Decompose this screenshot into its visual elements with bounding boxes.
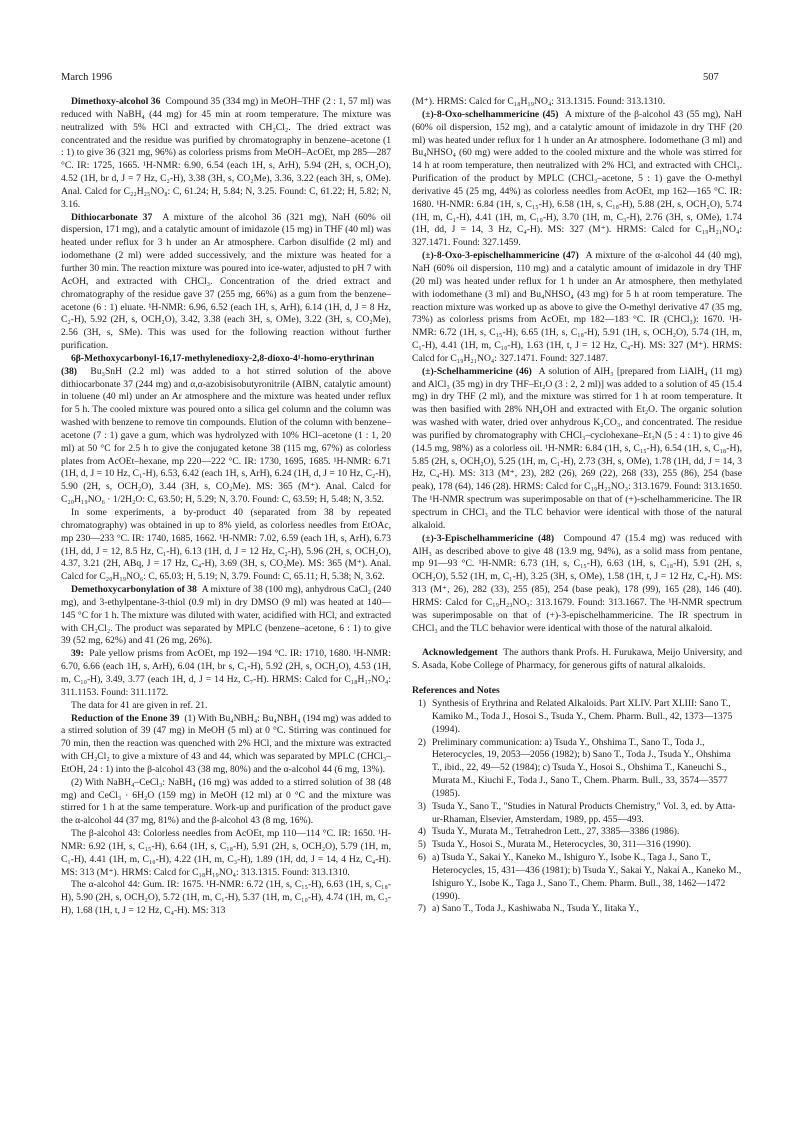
paragraph xyxy=(61,353,391,507)
reference-text: Tsuda Y., Sano T., "Studies in Natural Products Chemistry," Vol. 3, ed. by Atta-ur-Rhaman, Elsevier, Amsterdam, 1989, pp. 455—493. xyxy=(432,800,736,825)
paragraph-title: (±)-8-Oxo-3-epischelhammericine (47) xyxy=(422,250,579,262)
running-header-date: March 1996 xyxy=(61,72,113,83)
acknowledgement-text: The authors thank Profs. H. Furukawa, Meijo University, and S. Asada, Kobe College of Pharmacy, for generous gifts of natural alkaloids. xyxy=(412,647,742,672)
paragraph-text: (M⁺). HRMS: Calcd for C₁₈H₁₉NO₄: 313.1315. Found: 313.1310. xyxy=(412,96,666,107)
paragraph-text: A mixture of the α-alcohol 44 (40 mg), NaH (60% oil dispersion, 110 mg) and a catalytic amount of imidazole in dry THF (20 ml) was heated under reflux for 1 h under an Ar atmosphere, then methylated with iodomethane (3 ml) and Bu₄NHSO₄ (43 mg) for 5 h at room temperature. The reaction mixture was worked up as above to give the O-methyl derivative 47 (35 mg, 73%) as colorless prisms from AcOEt, mp 182—183 °C. IR (CHCl₃): 1670. ¹H-NMR: 6.72 (1H, s, C₁₅-H), 6.65 (1H, s, C₁₈-H), 5.91 (1H, s, OCH₂O), 5.74 (1H, m, C₁-H), 4.41 (1H, m, C₁₀-H), 1.63 (1H, t, J = 12 Hz, C₄-H). MS: 327 (M⁺). HRMS: Calcd for C₁₉H₂₁NO₄: 327.1471. Found: 327.1487. xyxy=(412,250,743,364)
paragraph-text: Pale yellow prisms from AcOEt, mp 192—194 °C. IR: 1710, 1680. ¹H-NMR: 6.70, 6.66 (each 1H, s, ArH), 6.04 (1H, br s, C₁-H), 5.92 (2H, s, OCH₂O), 4.53 (1H, m, C₁₀-H), 3.49, 3.77 (each 1H, d, J = 14 Hz, C₇-H). HRMS: Calcd for C₁₈H₁₇NO₄: 311.1153. Found: 311.1172. xyxy=(61,648,392,698)
paragraph xyxy=(61,700,391,713)
reference-number: 6) xyxy=(418,852,426,864)
reference-number: 3) xyxy=(418,800,426,812)
paragraph-text: A mixture of the alcohol 36 (321 mg), NaH (60% oil dispersion, 171 mg), and a catalytic amount of imidazole (15 mg) in THF (40 ml) was heated under reflux for 3 h under an Ar atmosphere. Carbon disulfide (2 ml) and iodomethane (2 ml) were added successively, and the mixture was heated for a further 30 min. The reaction mixture was poured into ice-water, adjusted to pH 7 with AcOH, and extracted with CHCl₃. Concentration of the dried extract and chromatography of the residue gave 37 (255 mg, 66%) as a gum from the benzene–acetone (6 : 1) eluate. ¹H-NMR: 6.96, 6.52 (each 1H, s, ArH), 6.14 (1H, d, J = 8 Hz, C₂-H), 5.92 (2H, s, OCH₂O), 3.42, 3.38 (each 3H, s, OMe), 3.22 (3H, s, CO₂Me), 2.56 (3H, s, SMe). This was used for the following reaction without further purification. xyxy=(61,211,392,352)
paragraph xyxy=(61,713,391,777)
paragraph xyxy=(412,109,742,250)
paragraph xyxy=(61,879,391,918)
paragraph xyxy=(412,250,742,366)
paragraph-title: 6β-Methoxycarbonyl-16,17-methylenedioxy-2,8-dioxo-4¹-homo-erythrinan (38) xyxy=(61,352,375,377)
paragraph-title: 39: xyxy=(71,648,84,660)
reference-text: Preliminary communication: a) Tsuda Y., Ohshima T., Sano T., Toda J., Heterocycles, 19, 2053—2056 (1982); b) Sano T., Toda J., Tsuda Y., Ohshima T., ibid., 22, 49—52 (1984); c) Tsuda Y., Hosoi S., Ohshima T., Kaneuchi S., Murata M., Kiuchi F., Toda J., Sano T., Chem. Pharm. Bull., 33, 3574—3577 (1985). xyxy=(432,736,731,799)
reference-number: 7) xyxy=(418,903,426,915)
paragraph-text: (1) With Bu₄NBH₄: Bu₄NBH₄ (194 mg) was added to a stirred solution of 39 (47 mg) in MeOH (5 ml) at 0 °C. Stirring was continued for 70 min, then the reaction was quenched with 2% HCl, and the mixture was extracted with CH₂Cl₂ to give a mixture of 43 and 44, which was separated by MPLC (CHCl₃–EtOH, 24 : 1) into the β-alcohol 43 (38 mg, 80%) and the α-alcohol 44 (6 mg, 13%). xyxy=(61,712,392,775)
paragraph xyxy=(61,584,391,648)
paragraph xyxy=(61,212,391,353)
reference-item xyxy=(412,698,742,737)
right-column xyxy=(412,96,742,916)
paragraph xyxy=(412,366,742,533)
paragraph-title: (±)-8-Oxo-schelhammericine (45) xyxy=(422,108,559,120)
paragraph-text: A mixture of 38 (100 mg), anhydrous CaCl₂ (240 mg), and 3-ethylpentane-3-thiol (0.9 ml) in dry DMSO (9 ml) was heated at 140—145 °C for 1 h. The mixture was diluted with water, acidified with HCl, and extracted with CH₂Cl₂. The product was separated by MPLC (benzene–acetone, 6 : 1) to give 39 (52 mg, 62%) and 41 (26 mg, 26%). xyxy=(61,584,392,647)
reference-text: Tsuda Y., Hosoi S., Murata M., Heterocycles, 30, 311—316 (1990). xyxy=(432,839,692,851)
reference-item xyxy=(412,801,742,827)
paragraph-text: A mixture of the β-alcohol 43 (55 mg), NaH (60% oil dispersion, 152 mg), and a catalytic amount of imidazole in dry THF (20 ml) was heated under reflux for 1 h under an Ar atmosphere. Iodomethane (3 ml) and Bu₄NHSO₄ (60 mg) were added to the cooled mixture and the whole was stirred for 14 h at room temperature, then neutralized with 2% HCl, and extracted with CHCl₃. Purification of the product by MPLC (CHCl₃–acetone, 5 : 1) gave the O-methyl derivative 45 (25 mg, 44%) as colorless needles from AcOEt, mp 162—165 °C. IR: 1680. ¹H-NMR: 6.84 (1H, s, C₁₅-H), 6.58 (1H, s, C₁₈-H), 5.88 (2H, s, OCH₂O), 5.74 (1H, m, C₁-H), 4.41 (1H, m, C₁₀-H), 3.70 (1H, m, C₃-H), 2.76 (3H, s, OMe), 1.74 (1H, dd, J = 14, 3 Hz, C₄-H). MS: 327 (M⁺). HRMS: Calcd for C₁₉H₂₁NO₄: 327.1471. Found: 327.1459. xyxy=(412,108,742,249)
paragraph xyxy=(412,533,742,636)
reference-text: a) Tsuda Y., Sakai Y., Kaneko M., Ishiguro Y., Isobe K., Taga J., Sano T., Heterocycles, 15, 431—436 (1981); b) Tsuda Y., Sakai Y., Nakai A., Kaneko M., Ishiguro Y., Isobe K., Taga J., Sano T., Chem. Pharm. Bull., 38, 1462—1472 (1990). xyxy=(432,852,742,902)
paragraph-text: A solution of AlH₃ [prepared from LiAlH₄ (11 mg) and AlCl₃ (35 mg) in dry THF–Et₂O (3 : 2, 2 ml)] was added to a solution of 45 (15.4 mg) in dry THF (2 ml), and the mixture was stirred for 1 h at room temperature. It was then basified with 28% NH₄OH and extracted with Et₂O. The organic solution was washed with water, dried over anhydrous K₂CO₃, and concentrated. The residue was purified by chromatography with CHCl₃–cyclohexane–Et₃N (5 : 4 : 1) to give 46 (14.5 mg, 98%) as a colorless oil. ¹H-NMR: 6.84 (1H, s, C₁₅-H), 6.54 (1H, s, C₁₈-H), 5.85 (2H, s, OCH₂O), 5.25 (1H, m, C₁-H), 2.73 (3H, s, OMe), 1.78 (1H, dd, J = 14, 3 Hz, C₄-H). MS: 313 (M⁺, 23), 282 (26), 269 (22), 268 (33), 255 (86), 254 (base peak), 178 (64), 146 (28). HRMS: Calcd for C₁₉H₂₃NO₃: 313.1679. Found: 313.1650. The ¹H-NMR spectrum was superimposable on that of (+)-schelhammericine. The IR spectrum in CHCl₃ and the TLC behavior were identical with those of the natural alkaloid. xyxy=(412,365,743,531)
paragraph-title: Dithiocarbonate 37 xyxy=(71,211,153,223)
paragraph xyxy=(61,777,391,828)
paragraph-text: (2) With NaBH₄–CeCl₃: NaBH₄ (16 mg) was added to a stirred solution of 38 (48 mg) and CeCl₃ · 6H₂O (159 mg) in MeOH (12 ml) at 0 °C and the mixture was stirred for 1 h at the same temperature. Work-up and purification of the product gave the α-alcohol 44 (37 mg, 81%) and the β-alcohol 43 (8 mg, 16%). xyxy=(61,776,391,827)
page-number: 507 xyxy=(703,72,719,83)
paragraph-text: The data for 41 are given in ref. 21. xyxy=(71,699,208,711)
left-column xyxy=(61,96,391,918)
reference-number: 4) xyxy=(418,826,426,838)
paragraph-text: Bu₃SnH (2.2 ml) was added to a hot stirred solution of the above dithiocarbonate 37 (244 mg) and α,α-azobisisobutyronitrile (AIBN, catalytic amount) in toluene (40 ml) under an Ar atmosphere and the mixture was heated under reflux for 5 h. The cooled mixture was poured onto a silica gel column and the column was washed with benzene to remove tin compounds. Elution of the column with benzene–acetone (7 : 1) gave a gum, which was hydrolyzed with 10% HCl–acetone (1 : 1, 20 ml) at 50 °C for 2.5 h to give the conjugated ketone 38 (115 mg, 67%) as colorless plates from AcOEt–hexane, mp 220—222 °C. IR: 1730, 1695, 1685. ¹H-NMR: 6.71 (1H, d, J = 10 Hz, C₁-H), 6.53, 6.42 (each 1H, s, ArH), 6.24 (1H, d, J = 10 Hz, C₂-H), 5.90 (2H, s, OCH₂O), 3.44 (3H, s, CO₂Me). MS: 365 (M⁺). Anal. Calcd for C₂₀H₁₉NO₆ · 1/2H₂O: C, 63.50; H, 5.29; N, 3.70. Found: C, 63.59; H, 5.48; N, 3.52. xyxy=(61,365,391,506)
reference-item xyxy=(412,826,742,839)
paragraph xyxy=(412,96,742,109)
reference-text: Tsuda Y., Murata M., Tetrahedron Lett., 27, 3385—3386 (1986). xyxy=(432,826,680,838)
paragraph-text: In some experiments, a by-product 40 (separated from 38 by repeated chromatography) was obtained in up to 8% yield, as colorless needles from EtOAc, mp 230—233 °C. IR: 1740, 1685, 1662. ¹H-NMR: 7.02, 6.59 (each 1H, s, ArH), 6.73 (1H, dd, J = 12, 8.5 Hz, C₁-H), 6.13 (1H, d, J = 12 Hz, C₂-H), 5.96 (2H, s, OCH₂O), 4.37, 3.21 (2H, ABq, J = 17 Hz, C₄-H), 3.69 (3H, s, CO₂Me). MS: 365 (M⁺). Anal. Calcd for C₂₀H₁₉NO₆: C, 65.03; H, 5.19; N, 3.79. Found: C, 65.11; H, 5.38; N, 3.62. xyxy=(61,507,391,583)
reference-item xyxy=(412,852,742,903)
right-paragraphs xyxy=(412,96,742,635)
reference-item xyxy=(412,839,742,852)
paragraph-text: The β-alcohol 43: Colorless needles from AcOEt, mp 110—114 °C. IR: 1650. ¹H-NMR: 6.92 (1H, s, C₁₅-H), 6.64 (1H, s, C₁₈-H), 5.91 (2H, s, OCH₂O), 5.79 (1H, m, C₁-H), 4.41 (1H, m, C₁₀-H), 4.22 (1H, m, C₃-H), 1.89 (1H, dd, J = 14, 4 Hz, C₄-H). MS: 313 (M⁺). HRMS: Calcd for C₁₈H₁₉NO₄: 313.1315. Found: 313.1310. xyxy=(61,828,391,878)
paragraph-title: (±)-3-Epischelhammericine (48) xyxy=(422,532,555,544)
acknowledgement-title: Acknowledgement xyxy=(422,647,498,659)
reference-number: 1) xyxy=(418,697,426,709)
paragraph-title: Reduction of the Enone 39 xyxy=(71,712,180,724)
paragraph-text: The α-alcohol 44: Gum. IR: 1675. ¹H-NMR: 6.72 (1H, s, C₁₅-H), 6.63 (1H, s, C₁₈-H), 5.90 (2H, s, OCH₂O), 5.72 (1H, m, C₁-H), 5.37 (1H, m, C₁₀-H), 4.74 (1H, m, C₃-H), 1.68 (1H, t, J = 12 Hz, C₄-H). MS: 313 xyxy=(61,879,391,917)
paragraph xyxy=(61,96,391,212)
paragraph-text: Compound 47 (15.4 mg) was reduced with AlH₃ as described above to give 48 (13.9 mg, 94%), as a solid mass from pentane, mp 91—93 °C. ¹H-NMR: 6.73 (1H, s, C₁₅-H), 6.63 (1H, s, C₁₈-H), 5.91 (2H, s, OCH₂O), 5.52 (1H, m, C₁-H), 3.25 (3H, s, OMe), 1.58 (1H, t, J = 12 Hz, C₄-H). MS: 313 (M⁺, 26), 282 (33), 255 (85), 254 (base peak), 178 (99), 165 (28), 146 (40). HRMS: Calcd for C₁₉H₂₃NO₃: 313.1679. Found: 313.1667. The ¹H-NMR spectrum was superimposable on that of (+)-3-epischelhammericine. The IR spectrum in CHCl₃ and the TLC behavior were identical with those of the natural alkaloid. xyxy=(412,532,742,634)
reference-number: 5) xyxy=(418,839,426,851)
reference-item xyxy=(412,903,742,916)
paragraph-title: Demethoxycarbonylation of 38 xyxy=(71,584,197,596)
acknowledgement xyxy=(412,647,742,673)
paragraph-title: Dimethoxy-alcohol 36 xyxy=(71,96,161,107)
reference-number: 2) xyxy=(418,736,426,748)
paragraph-text: Compound 35 (334 mg) in MeOH–THF (2 : 1, 57 ml) was reduced with NaBH₄ (44 mg) for 45 min at room temperature. The mixture was neutralized with 5% HCl and extracted with CH₂Cl₂. The dried extract was concentrated and the residue was purified by chromatography in benzene–acetone (1 : 1) to give 36 (321 mg, 96%) as colorless prisms from MeOH–AcOEt, mp 285—287 °C. IR: 1725, 1665. ¹H-NMR: 6.90, 6.54 (each 1H, s, ArH), 5.94 (2H, s, OCH₂O), 4.52 (1H, br d, J = 7 Hz, C₂-H), 3.38 (3H, s, CO₂Me), 3.36, 3.22 (each 3H, s, OMe). Anal. Calcd for C₂₂H₂₅NO₈: C, 61.24; H, 5.84; N, 3.25. Found: C, 61.22; H, 5.82; N, 3.16. xyxy=(61,96,391,210)
reference-text: Synthesis of Erythrina and Related Alkaloids. Part XLIV. Part XLIII: Sano T., Kamiko M., Toda J., Hosoi S., Tsuda Y., Chem. Pharm. Bull., 42, 1373—1375 (1994). xyxy=(432,697,733,735)
references-heading: References and Notes xyxy=(412,685,500,697)
paragraph xyxy=(61,507,391,584)
paragraph-title: (±)-Schelhammericine (46) xyxy=(422,365,532,377)
reference-item xyxy=(412,737,742,801)
paragraph xyxy=(61,828,391,879)
reference-text: a) Sano T., Toda J., Kashiwaba N., Tsuda Y., Iitaka Y., xyxy=(432,903,639,915)
paragraph xyxy=(61,648,391,699)
reference-list xyxy=(412,698,742,916)
